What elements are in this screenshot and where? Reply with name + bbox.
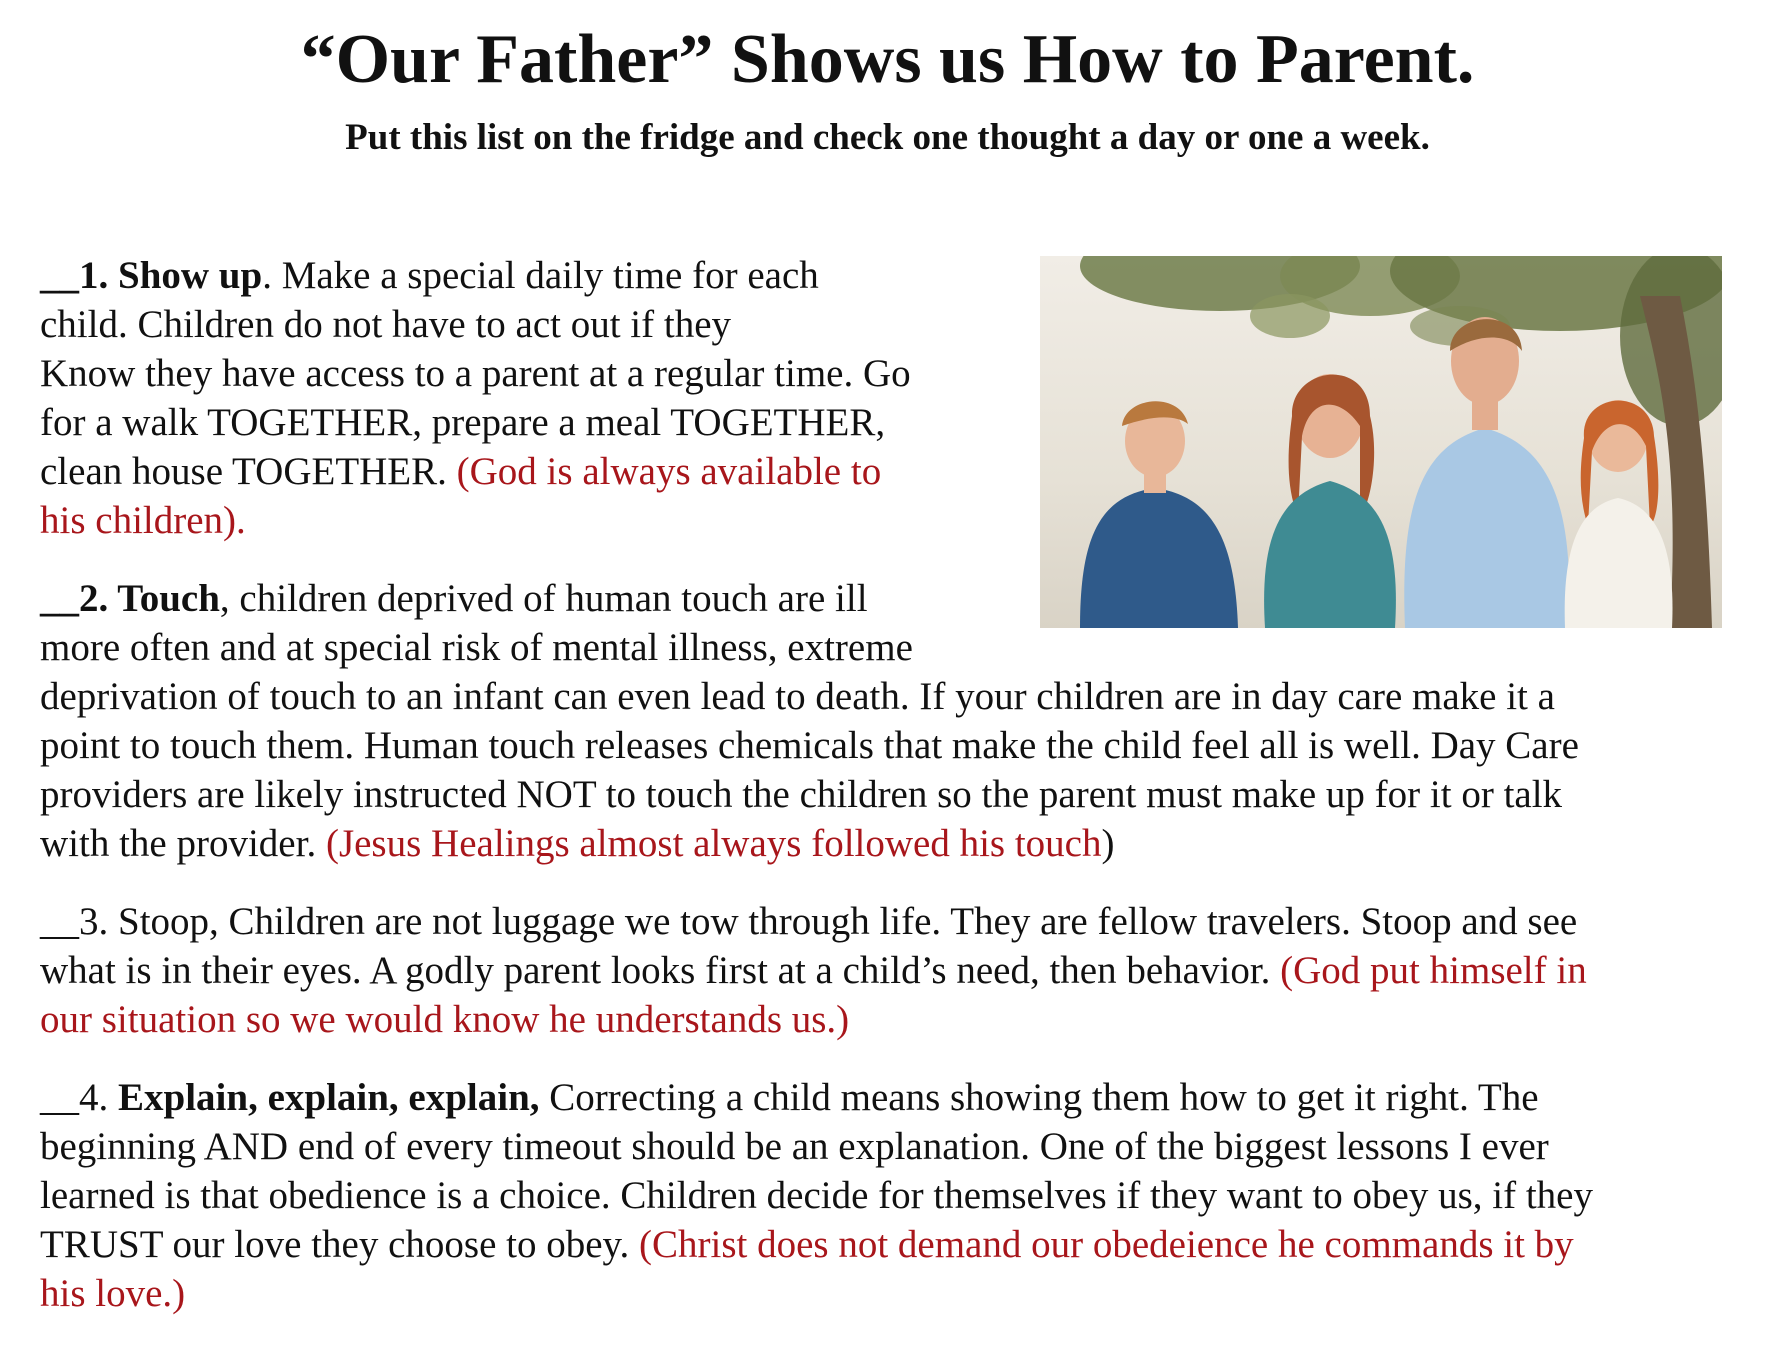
item-2-number: __2. xyxy=(40,577,118,620)
item-2-text-5: providers are likely instructed NOT to touch the children so the parent must make up for it or talk xyxy=(40,773,1563,816)
page-subtitle: Put this list on the fridge and check one thought a day or one a week. xyxy=(345,117,1430,158)
list-item-2 xyxy=(40,574,1770,868)
item-3-note-b: our situation so we would know he understands us.) xyxy=(40,998,850,1041)
item-2-close: ) xyxy=(1101,822,1115,865)
item-4-heading: Explain, explain, explain, xyxy=(118,1076,540,1119)
item-4-text-2: beginning AND end of every timeout should be an explanation. One of the biggest lessons I ever xyxy=(40,1125,1549,1168)
item-1-text-5: clean house TOGETHER. xyxy=(40,450,457,493)
item-1-heading: Show up xyxy=(118,254,263,297)
item-1-note-b: his children). xyxy=(40,499,246,542)
item-2-text-2: more often and at special risk of mental illness, extreme xyxy=(40,626,913,669)
item-2-note: (Jesus Healings almost always followed his touch xyxy=(325,822,1102,865)
item-1-sep: . xyxy=(262,254,272,297)
item-1-text-4: for a walk TOGETHER, prepare a meal TOGETHER, xyxy=(40,401,886,444)
item-1-number: __1. xyxy=(40,254,118,297)
item-1-text-3: Know they have access to a parent at a regular time. Go xyxy=(40,352,911,395)
list-item-3 xyxy=(40,897,1770,1044)
item-4-text-3: learned is that obedience is a choice. Children decide for themselves if they want to obey us, if they xyxy=(40,1174,1593,1217)
item-2-text-3: deprivation of touch to an infant can even lead to death. If your children are in day care make it a xyxy=(40,675,1555,718)
page-title: “Our Father” Shows us How to Parent. xyxy=(300,21,1475,98)
list-item-4 xyxy=(40,1073,1770,1318)
item-4-number: __4. xyxy=(40,1076,118,1119)
item-1-text-2: child. Children do not have to act out if they xyxy=(40,303,732,346)
item-1-note-a: (God is always available to xyxy=(456,450,882,493)
item-2-text-1: , children deprived of human touch are ill xyxy=(219,577,868,620)
item-2-heading: Touch xyxy=(117,577,220,620)
item-2-text-4: point to touch them. Human touch releases chemicals that make the child feel all is well. Day Care xyxy=(40,724,1579,767)
item-4-text-1: Correcting a child means showing them how to get it right. The xyxy=(539,1076,1539,1119)
item-4-note-b: his love.) xyxy=(40,1272,186,1315)
item-4-text-4: TRUST our love they choose to obey. xyxy=(40,1223,639,1266)
item-3-text-2: what is in their eyes. A godly parent looks first at a child’s need, then behavior. xyxy=(40,949,1281,992)
family-photo xyxy=(1040,256,1722,628)
item-3-text-1: __3. Stoop, Children are not luggage we tow through life. They are fellow travelers. Stoop and see xyxy=(40,900,1578,943)
item-1-text-1: Make a special daily time for each xyxy=(271,254,819,297)
item-3-note-a: (God put himself in xyxy=(1280,949,1587,992)
list-item-1 xyxy=(40,251,1020,545)
item-2-text-6: with the provider. xyxy=(40,822,326,865)
item-4-note-a: (Christ does not demand our obedeience he commands it by xyxy=(639,1223,1574,1266)
